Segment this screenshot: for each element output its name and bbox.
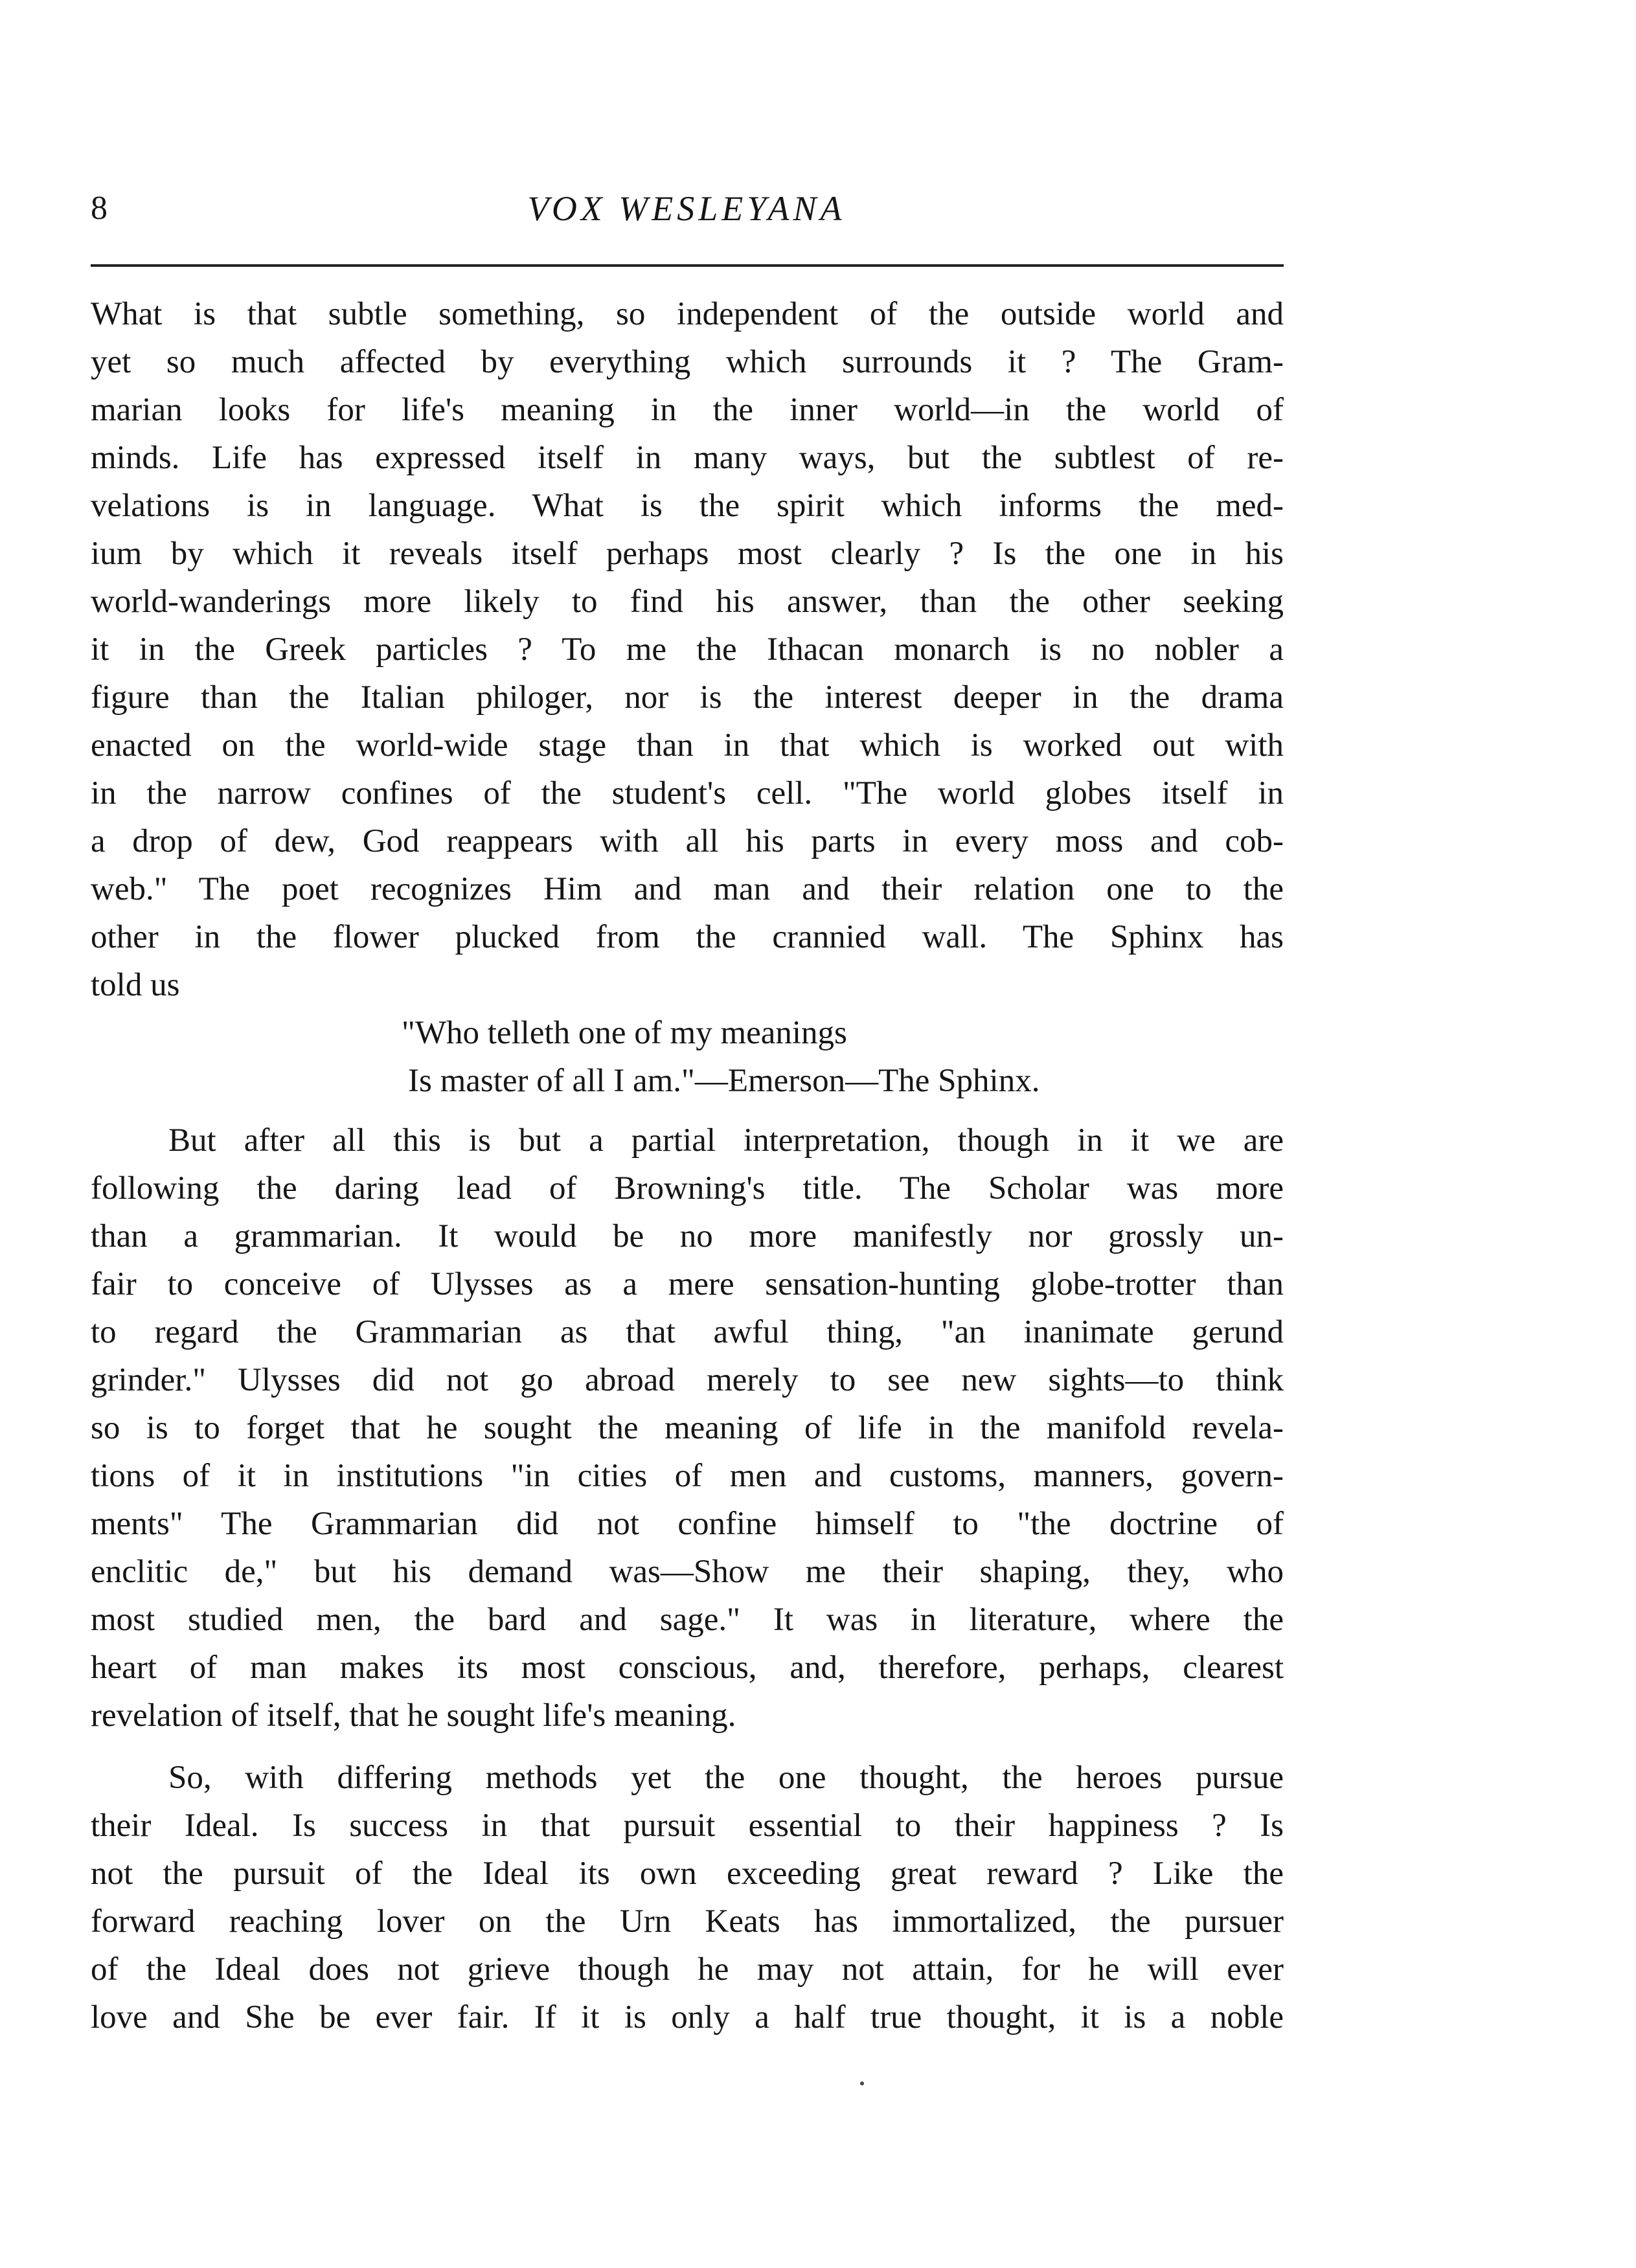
verse-quotation — [91, 1009, 1284, 1105]
text-line: ium by which it reveals itself perhaps most clearly ? Is the one in his — [91, 536, 1284, 572]
text-line: heart of man makes its most conscious, and, therefore, perhaps, clearest — [91, 1650, 1284, 1686]
text-line: other in the flower plucked from the crannied wall. The Sphinx has — [91, 919, 1284, 955]
text-line: web." The poet recognizes Him and man and their relation one to the — [91, 871, 1284, 907]
text-line: figure than the Italian philoger, nor is the interest deeper in the drama — [91, 679, 1284, 716]
text-line: of the Ideal does not grieve though he may not attain, for he will ever — [91, 1951, 1284, 1988]
paragraph — [91, 290, 1284, 1009]
text-line: following the daring lead of Browning's title. The Scholar was more — [91, 1170, 1284, 1207]
text-line: most studied men, the bard and sage." It was in literature, where the — [91, 1602, 1284, 1638]
text-line: not the pursuit of the Ideal its own exceeding great reward ? Like the — [91, 1855, 1284, 1892]
page-number: 8 — [91, 190, 108, 227]
verse-line: "Who telleth one of my meanings — [402, 1015, 847, 1051]
text-line: love and She be ever fair. If it is only a half true thought, it is a noble — [91, 1999, 1284, 2036]
text-line: What is that subtle something, so independent of the outside world and — [91, 296, 1284, 332]
text-line: fair to conceive of Ulysses as a mere sensation-hunting globe-trotter than — [91, 1266, 1284, 1302]
text-line: forward reaching lover on the Urn Keats has immortalized, the pursuer — [91, 1903, 1284, 1940]
text-line: ments" The Grammarian did not confine himself to "the doctrine of — [91, 1506, 1284, 1542]
text-line: told us — [91, 967, 180, 1003]
text-line: yet so much affected by everything which surrounds it ? The Gram- — [91, 344, 1284, 380]
text-line: enclitic de," but his demand was—Show me their shaping, they, who — [91, 1554, 1284, 1590]
text-line: to regard the Grammarian as that awful thing, "an inanimate gerund — [91, 1314, 1284, 1350]
text-line: than a grammarian. It would be no more manifestly nor grossly un- — [91, 1218, 1284, 1254]
text-line: a drop of dew, God reappears with all his parts in every moss and cob- — [91, 823, 1284, 859]
text-line: minds. Life has expressed itself in many ways, but the subtlest of re- — [91, 440, 1284, 476]
text-line: it in the Greek particles ? To me the Ithacan monarch is no nobler a — [91, 631, 1284, 668]
text-line: their Ideal. Is success in that pursuit essential to their happiness ? Is — [91, 1808, 1284, 1844]
text-line: But after all this is but a partial interpretation, though in it we are — [168, 1122, 1284, 1159]
text-line: velations is in language. What is the spirit which informs the med- — [91, 488, 1284, 524]
ink-speck — [860, 2081, 864, 2085]
text-line: marian looks for life's meaning in the inner world—in the world of — [91, 392, 1284, 428]
text-line: revelation of itself, that he sought life's meaning. — [91, 1697, 736, 1734]
verse-line: Is master of all I am."—Emerson—The Sphinx. — [408, 1063, 1040, 1099]
paragraph — [91, 1117, 1284, 1740]
text-line: enacted on the world-wide stage than in that which is worked out with — [91, 727, 1284, 764]
text-line: world-wanderings more likely to find his answer, than the other seeking — [91, 584, 1284, 620]
text-line: tions of it in institutions "in cities of men and customs, manners, govern- — [91, 1458, 1284, 1494]
text-line: So, with differing methods yet the one thought, the heroes pursue — [168, 1760, 1284, 1796]
text-line: grinder." Ulysses did not go abroad merely to see new sights—to think — [91, 1362, 1284, 1398]
header-rule — [91, 264, 1284, 267]
text-line: in the narrow confines of the student's cell. "The world globes itself in — [91, 775, 1284, 811]
running-title: VOX WESLEYANA — [527, 189, 846, 228]
paragraph — [91, 1754, 1284, 2041]
text-line: so is to forget that he sought the meaning of life in the manifold revela- — [91, 1410, 1284, 1446]
body-text — [91, 290, 1284, 2041]
